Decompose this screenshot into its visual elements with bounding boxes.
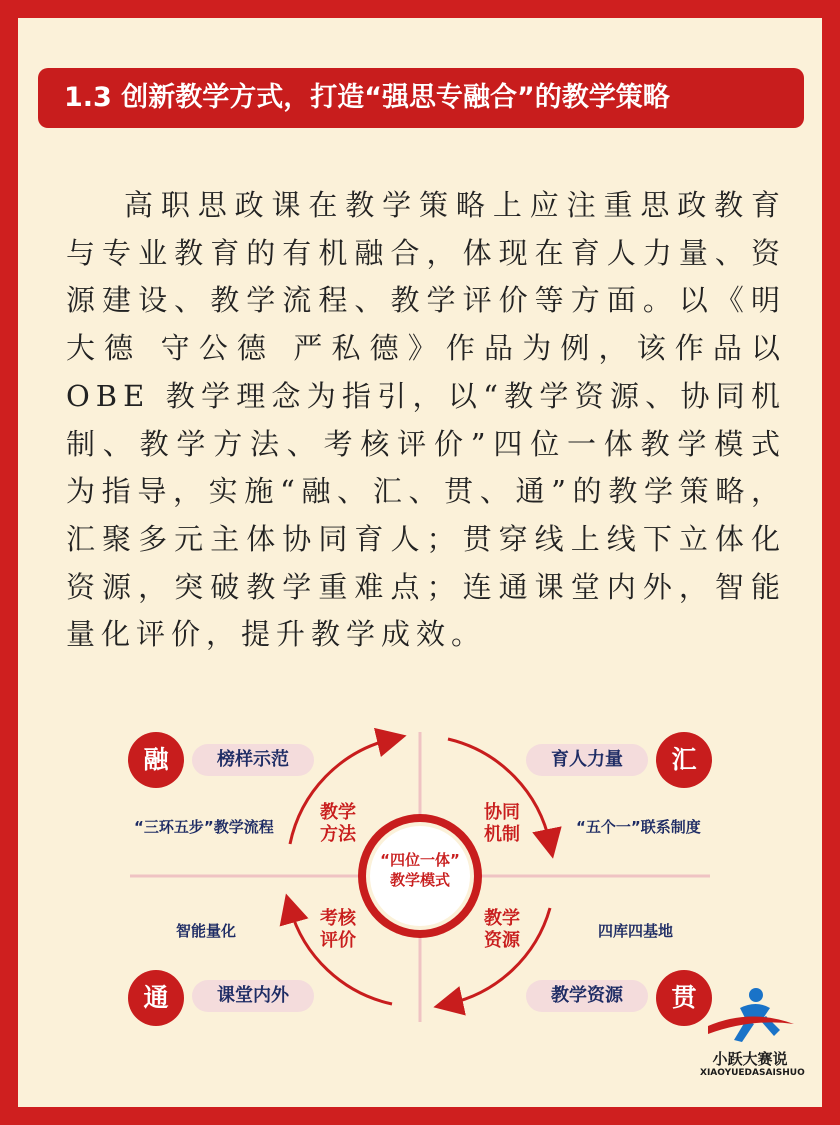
corner-badge-rong: 融 (128, 732, 184, 788)
inner-label-collab-mechanism-2: 机制 (484, 824, 520, 845)
inner-label-assessment-2: 评价 (320, 930, 356, 951)
inner-label-teaching-method-2: 方法 (320, 824, 356, 845)
brand-logo (700, 986, 805, 1092)
inner-label-assessment (308, 908, 368, 952)
corner-badge-hui: 汇 (656, 732, 712, 788)
side-label-teaching-process: “三环五步”教学流程 (134, 818, 274, 836)
center-label-line2: 教学模式 (389, 871, 450, 889)
center-label-line1: “四位一体” (380, 851, 460, 869)
inner-label-collab-mechanism-1: 协同 (484, 802, 520, 823)
center-label (358, 850, 482, 890)
inner-label-collab-mechanism (472, 802, 532, 846)
side-label-smart-quantify: 智能量化 (176, 922, 237, 940)
pill-education-force: 育人力量 (526, 744, 648, 776)
pill-role-model: 榜样示范 (192, 744, 314, 776)
inner-label-assessment-1: 考核 (320, 908, 356, 929)
side-label-contact-system: “五个一”联系制度 (576, 818, 701, 836)
inner-label-resources (472, 908, 532, 952)
body-paragraph: 高职思政课在教学策略上应注重思政教育与专业教育的有机融合，体现在育人力量、资源建设、教学流程、教学评价等方面。以《明大德 守公德 严私德》作品为例，该作品以OBE 教学理念为指引，以“教学资源、协同机制、教学方法、考核评价”四位一体教学模式为指导，实施“融、汇、贯、通”的教学策略，汇聚多元主体协同育人；贯穿线上线下立体化资源，突破教学重难点；连通课堂内外，智能量化评价，提升教学成效。 (66, 188, 786, 652)
inner-label-teaching-method (308, 802, 368, 846)
side-label-four-libraries: 四库四基地 (598, 922, 674, 940)
logo-name-cn: 小跃大赛说 (712, 1050, 788, 1068)
section-title: 1.3 创新教学方式，打造“强思专融合”的教学策略 (38, 68, 804, 128)
teaching-strategy-diagram (120, 722, 720, 1040)
corner-badge-tong: 通 (128, 970, 184, 1026)
inner-label-resources-1: 教学 (484, 908, 520, 929)
runner-icon (700, 986, 800, 1048)
inner-label-teaching-method-1: 教学 (320, 802, 356, 823)
pill-teaching-resources: 教学资源 (526, 980, 648, 1012)
logo-name-en: XIAOYUEDASAISHUO (700, 1068, 805, 1078)
pill-inside-outside-class: 课堂内外 (192, 980, 314, 1012)
inner-label-resources-2: 资源 (484, 930, 520, 951)
corner-badge-guan: 贯 (656, 970, 712, 1026)
